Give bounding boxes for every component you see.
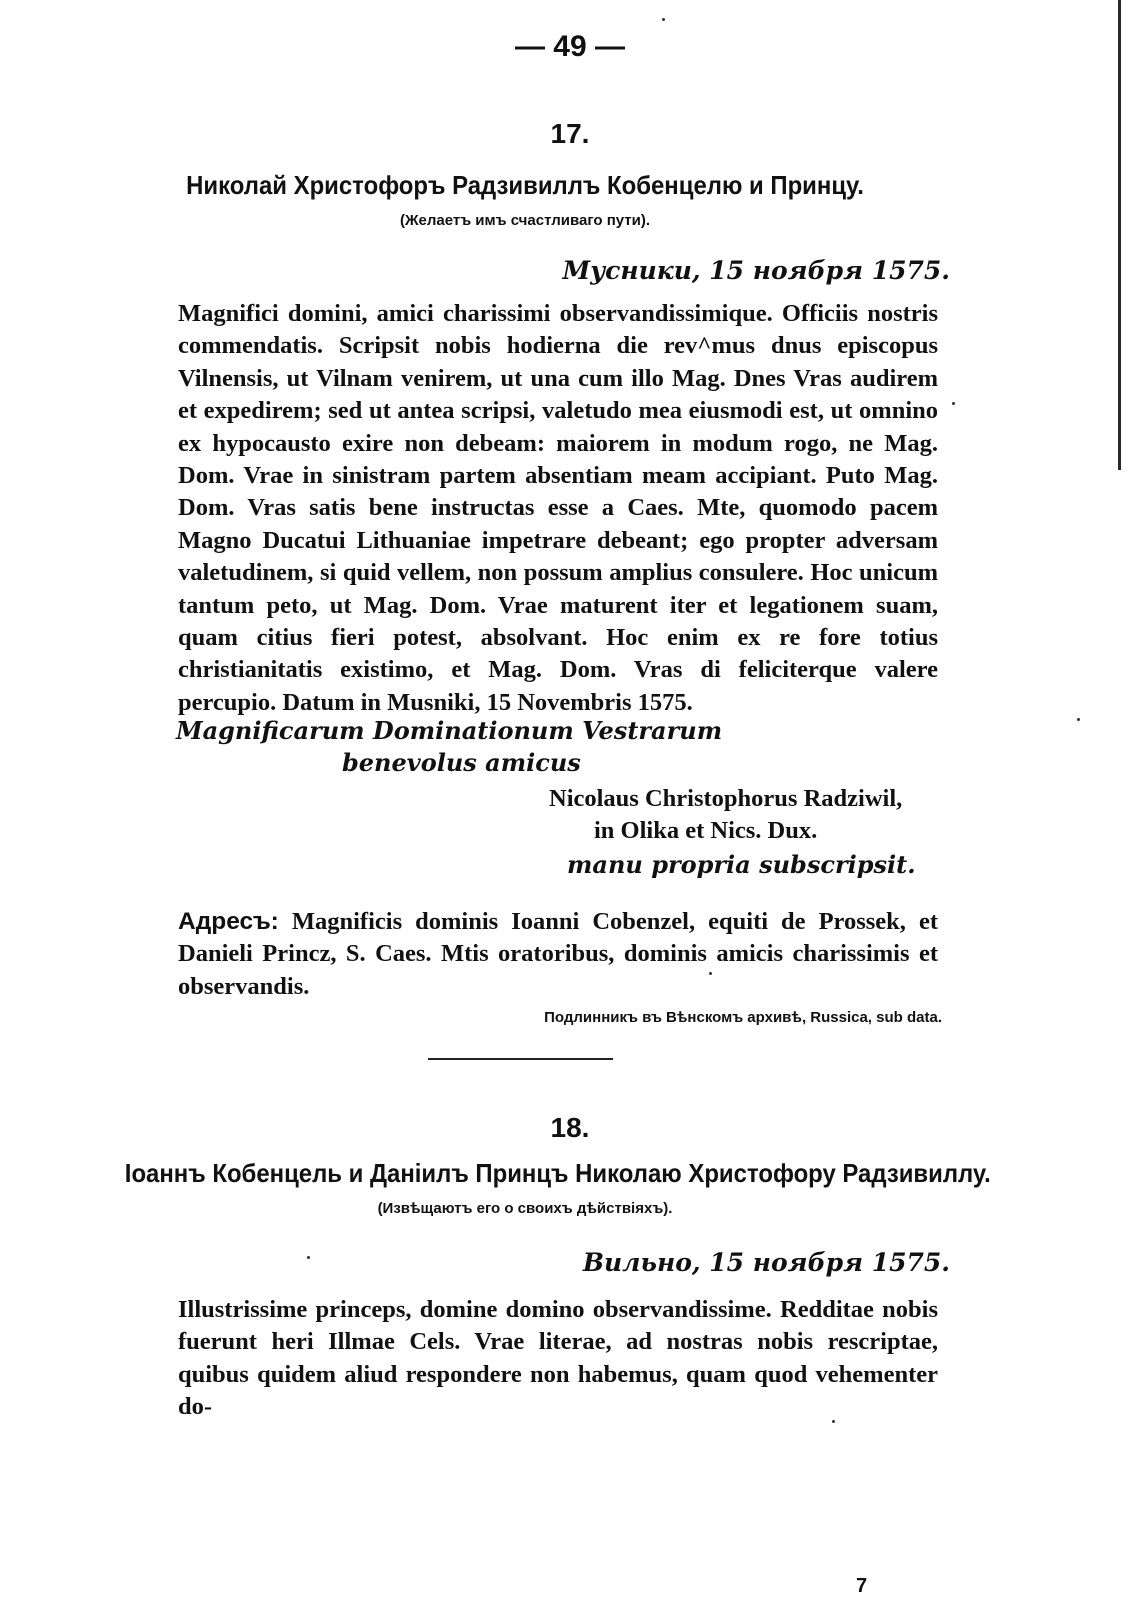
signature-note: manu propria subscripsit. (567, 850, 916, 879)
closing-line-2: benevolus amicus (342, 748, 581, 777)
section-divider (428, 1058, 613, 1060)
page-number: — 49 — (514, 30, 626, 63)
document-title-17: Николай Христофоръ Радзивиллъ Кобенцелю и Принцу. (186, 170, 864, 200)
closing-line-1: Magnificarum Dominationum Vestrarum (176, 716, 723, 745)
address-text: Magnificis dominis Ioanni Cobenzel, equiti de Prossek, et Danieli Princz, S. Caes. Mtis oratoribus, dominis amicis charissimis et observandis. (178, 908, 938, 1000)
document-number-17: 17. (550, 118, 590, 149)
signature-name: Nicolaus Christophorus Radziwil, (549, 785, 903, 812)
place-date-17: Мусники, 15 ноября 1575. (562, 256, 950, 285)
print-speck (952, 402, 955, 405)
print-speck (832, 1420, 835, 1423)
document-subtitle-17: (Желаетъ имъ счастливаго пути). (399, 212, 651, 229)
letter-body-17 (178, 298, 938, 719)
print-speck (662, 18, 665, 21)
letter-body-18-text: Illustrissime princeps, domine domino observandissime. Redditae nobis fuerunt heri Illmae Cels. Vrae literae, ad nostras nobis rescriptae, quibus quidem aliud respondere non habemus, quam quod vehementer do- (178, 1296, 938, 1421)
source-note-17: Подлинникъ въ Вѣнскомъ архивѣ, Russica, sub data. (544, 1009, 942, 1026)
print-speck (1077, 718, 1080, 721)
document-subtitle-18: (Извѣщаютъ его о своихъ дѣйствіяхъ). (377, 1200, 673, 1217)
document-number-18: 18. (550, 1112, 590, 1143)
address-label: Адресъ: (178, 908, 279, 935)
sheet-signature-mark: 7 (856, 1575, 868, 1597)
address-block (178, 906, 938, 1003)
print-speck (709, 972, 712, 975)
letter-body-17-text: Magnifici domini, amici charissimi observandissimique. Officiis nostris commendatis. Scripsit nobis hodierna die rev^mus dnus episcopus Vilnensis, ut Vilnam venirem, ut una cum illo Mag. Dnes Vras audirem et expedirem; sed ut antea scripsi, valetudo mea eiusmodi est, ut omnino ex hypocausto exire non debeam: maiorem in modum rogo, ne Mag. Dom. Vrae in sinistram partem absentiam meam accipiant. Puto Mag. Dom. Vras satis bene instructas esse a Caes. Mte, quomodo pacem Magno Ducatui Lithuaniae impetrare debeant; ego propter adversam valetudinem, si quid vellem, non possum amplius consulere. Hoc unicum tantum peto, ut Mag. Dom. Vrae maturent iter et legationem suam, quam citius fieri potest, absolvant. Hoc enim ex re fore totius christianitatis existimo, et Mag. Dom. Vras di feliciterque valere percupio. Datum in Musniki, 15 Novembris 1575. (178, 300, 938, 716)
document-title-18: Іоаннъ Кобенцель и Даніилъ Принцъ Николаю Христофору Радзивиллу. (124, 1158, 991, 1188)
signature-title: in Olika et Nics. Dux. (594, 817, 818, 844)
place-date-18: Вильно, 15 ноября 1575. (582, 1248, 950, 1277)
page-edge-rule (1118, 0, 1121, 470)
print-speck (307, 1256, 310, 1259)
letter-body-18 (178, 1294, 938, 1424)
